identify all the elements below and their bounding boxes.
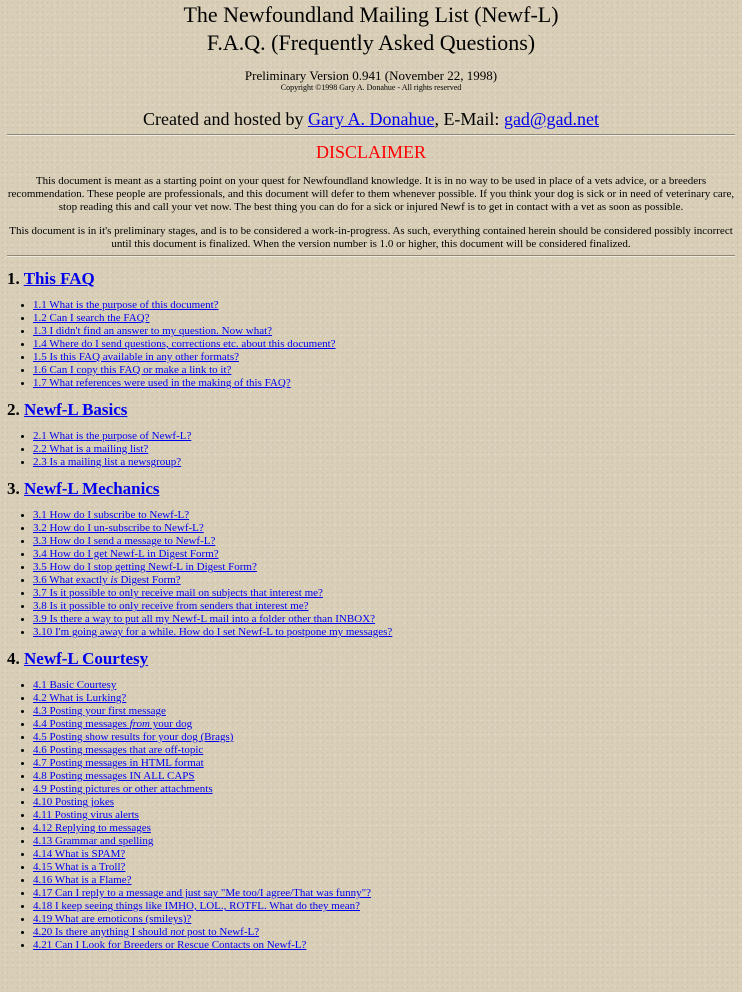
list-item <box>33 900 735 913</box>
email-link[interactable]: gad@gad.net <box>503 109 599 129</box>
question-link[interactable]: 4.18 I keep seeing things like IMHO, LOL., ROTFL. What do they mean? <box>33 900 360 912</box>
question-link[interactable]: 4.1 Basic Courtesy <box>33 679 117 691</box>
divider-bottom <box>7 255 735 257</box>
question-link[interactable]: 3.7 Is it possible to only receive mail on subjects that interest me? <box>33 587 323 599</box>
question-link[interactable]: 4.3 Posting your first message <box>33 705 166 717</box>
list-item <box>33 299 735 312</box>
list-item <box>33 861 735 874</box>
question-link[interactable]: 1.1 What is the purpose of this document? <box>33 299 219 311</box>
list-item <box>33 757 735 770</box>
page-title-line2: F.A.Q. (Frequently Asked Questions) <box>206 30 536 55</box>
created-line <box>7 108 735 130</box>
list-item <box>33 848 735 861</box>
list-item <box>33 809 735 822</box>
section-number: 3. <box>7 479 24 498</box>
list-item <box>33 926 735 939</box>
question-link[interactable]: 4.20 Is there anything I should not post to Newf-L? <box>33 926 260 938</box>
list-item <box>33 522 735 535</box>
list-item <box>33 561 735 574</box>
question-link[interactable]: 4.10 Posting jokes <box>33 796 114 808</box>
question-link[interactable]: 4.17 Can I reply to a message and just say "Me too/I agree/That was funny"? <box>33 887 371 899</box>
section-number: 2. <box>7 400 24 419</box>
question-link[interactable]: 4.4 Posting messages from your dog <box>33 718 193 730</box>
section-title-link[interactable]: Newf-L Basics <box>24 400 128 419</box>
list-item <box>33 887 735 900</box>
list-item <box>33 377 735 390</box>
list-item <box>33 443 735 456</box>
question-link[interactable]: 3.3 How do I send a message to Newf-L? <box>33 535 216 547</box>
list-item <box>33 874 735 887</box>
list-item <box>33 692 735 705</box>
section-heading <box>7 269 735 289</box>
disclaimer-paragraph-1: This document is meant as a starting point on your quest for Newfoundland knowledge. It is in no way to be used in place of a vets advice, or a breeders recommendation. These people are professionals, and this document will defer to them whenever possible. If you think your dog is sick or in need of veterinary care, stop reading this and call your vet now. The best thing you can do for a sick or injured Newf is to get in contact with a vet as soon as possible. <box>7 175 735 213</box>
list-item <box>33 626 735 639</box>
list-item <box>33 600 735 613</box>
question-link[interactable]: 4.19 What are emoticons (smileys)? <box>33 913 192 925</box>
list-item <box>33 731 735 744</box>
question-link[interactable]: 4.12 Replying to messages <box>33 822 151 834</box>
question-link[interactable]: 4.9 Posting pictures or other attachments <box>33 783 213 795</box>
question-link[interactable]: 4.21 Can I Look for Breeders or Rescue Contacts on Newf-L? <box>33 939 307 951</box>
list-item <box>33 351 735 364</box>
list-item <box>33 796 735 809</box>
section-question-list <box>7 679 735 952</box>
list-item <box>33 430 735 443</box>
question-link[interactable]: 2.1 What is the purpose of Newf-L? <box>33 430 192 442</box>
section-title-link[interactable]: This FAQ <box>23 269 95 288</box>
question-link[interactable]: 4.13 Grammar and spelling <box>33 835 154 847</box>
section-question-list <box>7 509 735 639</box>
question-link[interactable]: 4.11 Posting virus alerts <box>33 809 139 821</box>
email-prefix: , E-Mail: <box>434 109 504 129</box>
question-link[interactable]: 4.14 What is SPAM? <box>33 848 126 860</box>
question-link[interactable]: 3.10 I'm going away for a while. How do I set Newf-L to postpone my messages? <box>33 626 393 638</box>
question-link[interactable]: 2.3 Is a mailing list a newsgroup? <box>33 456 182 468</box>
section-title-link[interactable]: Newf-L Courtesy <box>24 649 149 668</box>
question-link[interactable]: 3.2 How do I un-subscribe to Newf-L? <box>33 522 204 534</box>
section-question-list <box>7 430 735 469</box>
question-link[interactable]: 1.6 Can I copy this FAQ or make a link to it? <box>33 364 232 376</box>
list-item <box>33 770 735 783</box>
question-link[interactable]: 4.16 What is a Flame? <box>33 874 132 886</box>
disclaimer-section <box>7 142 735 251</box>
list-item <box>33 744 735 757</box>
question-link[interactable]: 3.1 How do I subscribe to Newf-L? <box>33 509 190 521</box>
question-link[interactable]: 4.2 What is Lurking? <box>33 692 127 704</box>
list-item <box>33 574 735 587</box>
copyright-text: Copyright ©1998 Gary A. Donahue - All rights reserved <box>280 83 462 92</box>
list-item <box>33 364 735 377</box>
question-link[interactable]: 4.5 Posting show results for your dog (Brags) <box>33 731 234 743</box>
question-link[interactable]: 4.15 What is a Troll? <box>33 861 126 873</box>
section-heading <box>7 400 735 420</box>
list-item <box>33 587 735 600</box>
question-link[interactable]: 3.9 Is there a way to put all my Newf-L mail into a folder other than INBOX? <box>33 613 376 625</box>
question-link[interactable]: 3.4 How do I get Newf-L in Digest Form? <box>33 548 219 560</box>
list-item <box>33 548 735 561</box>
question-link[interactable]: 1.7 What references were used in the making of this FAQ? <box>33 377 291 389</box>
question-link[interactable]: 4.6 Posting messages that are off-topic <box>33 744 204 756</box>
section-title-link[interactable]: Newf-L Mechanics <box>24 479 160 498</box>
list-item <box>33 913 735 926</box>
list-item <box>33 835 735 848</box>
question-link[interactable]: 1.3 I didn't find an answer to my question. Now what? <box>33 325 273 337</box>
list-item <box>33 718 735 731</box>
question-link[interactable]: 3.6 What exactly is Digest Form? <box>33 574 181 586</box>
section-heading <box>7 479 735 499</box>
list-item <box>33 535 735 548</box>
question-link[interactable]: 4.8 Posting messages IN ALL CAPS <box>33 770 195 782</box>
question-link[interactable]: 1.5 Is this FAQ available in any other formats? <box>33 351 239 363</box>
question-link[interactable]: 3.5 How do I stop getting Newf-L in Digest Form? <box>33 561 257 573</box>
list-item <box>33 456 735 469</box>
list-item <box>33 783 735 796</box>
disclaimer-title: DISCLAIMER <box>315 142 426 162</box>
page-title-line1: The Newfoundland Mailing List (Newf-L) <box>183 2 559 27</box>
section-question-list <box>7 299 735 390</box>
created-prefix: Created and hosted by <box>143 109 308 129</box>
divider-top <box>7 134 735 136</box>
section-heading <box>7 649 735 669</box>
version-text: Preliminary Version 0.941 (November 22, 1998) <box>244 68 498 83</box>
question-link[interactable]: 2.2 What is a mailing list? <box>33 443 149 455</box>
list-item <box>33 312 735 325</box>
question-link[interactable]: 4.7 Posting messages in HTML format <box>33 757 204 769</box>
faq-page <box>0 1 742 952</box>
question-link[interactable]: 3.8 Is it possible to only receive from senders that interest me? <box>33 600 309 612</box>
question-link[interactable]: 1.4 Where do I send questions, corrections etc. about this document? <box>33 338 336 350</box>
author-link[interactable]: Gary A. Donahue <box>307 109 435 129</box>
section-number: 1. <box>7 269 24 288</box>
section-number: 4. <box>7 649 24 668</box>
question-link[interactable]: 1.2 Can I search the FAQ? <box>33 312 150 324</box>
faq-sections <box>7 269 735 952</box>
list-item <box>33 613 735 626</box>
list-item <box>33 338 735 351</box>
list-item <box>33 705 735 718</box>
list-item <box>33 509 735 522</box>
list-item <box>33 822 735 835</box>
list-item <box>33 679 735 692</box>
list-item <box>33 939 735 952</box>
page-header <box>7 1 735 130</box>
list-item <box>33 325 735 338</box>
disclaimer-paragraph-2: This document is in it's preliminary stages, and is to be considered a work-in-progress. As such, everything contained herein should be considered possibly incorrect until this document is finalized. When the version number is 1.0 or higher, this document will be considered finalized. <box>9 225 733 250</box>
